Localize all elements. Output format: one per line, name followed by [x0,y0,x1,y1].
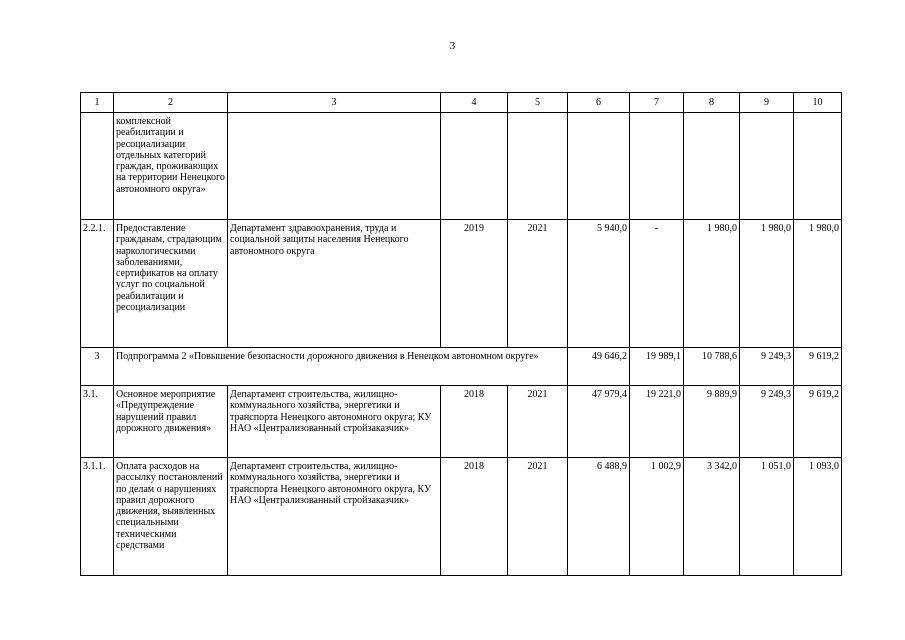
col-header-3: 3 [228,93,441,113]
executor [228,113,441,220]
total-amount: 47 979,4 [568,386,630,458]
page-number: 3 [449,40,456,52]
executor: Департамент строительства, жилищно-коммунального хозяйства, энергетики и транспорта Ненецкого автономного округа, КУ НАО «Централизованный стройзаказчик» [228,458,441,576]
measure-name: комплексной реабилитации и ресоциализации отдельных категорий граждан, проживающих на территории Ненецкого автономного округа» [114,113,228,220]
col-header-5: 5 [508,93,568,113]
total-amount: 6 488,9 [568,458,630,576]
total-amount: 49 646,2 [568,348,630,386]
amount-col-7: 19 989,1 [630,348,684,386]
table-row [81,458,842,576]
amount-col-10 [794,113,842,220]
amount-col-8: 1 980,0 [684,220,740,348]
col-header-7: 7 [630,93,684,113]
col-header-2: 2 [114,93,228,113]
end-year [508,113,568,220]
total-amount: 5 940,0 [568,220,630,348]
end-year: 2021 [508,458,568,576]
amount-col-9 [740,113,794,220]
row-number: 3 [81,348,114,386]
start-year: 2019 [441,220,508,348]
table-row [81,348,842,386]
amount-col-10: 9 619,2 [794,348,842,386]
start-year: 2018 [441,386,508,458]
amount-col-8: 3 342,0 [684,458,740,576]
col-header-9: 9 [740,93,794,113]
amount-col-7 [630,113,684,220]
program-table [80,92,842,576]
table-row [81,220,842,348]
col-header-6: 6 [568,93,630,113]
amount-col-7: 1 002,9 [630,458,684,576]
header-row [81,93,842,113]
amount-col-8 [684,113,740,220]
measure-name: Оплата расходов на рассылку постановлений по делам о нарушениях правил дорожного движения, выявленных специальными техническими средствами [114,458,228,576]
table-row [81,113,842,220]
amount-col-8: 10 788,6 [684,348,740,386]
table-row [81,386,842,458]
measure-name: Основное мероприятие «Предупреждение нарушений правил дорожного движения» [114,386,228,458]
amount-col-10: 1 093,0 [794,458,842,576]
amount-col-9: 1 051,0 [740,458,794,576]
subprogram-title: Подпрограмма 2 «Повышение безопасности дорожного движения в Ненецком автономном округе» [114,348,568,386]
amount-col-9: 1 980,0 [740,220,794,348]
row-number: 2.2.1. [81,220,114,348]
amount-col-8: 9 889,9 [684,386,740,458]
col-header-10: 10 [794,93,842,113]
end-year: 2021 [508,220,568,348]
amount-col-10: 1 980,0 [794,220,842,348]
amount-col-9: 9 249,3 [740,348,794,386]
row-number: 3.1. [81,386,114,458]
amount-col-10: 9 619,2 [794,386,842,458]
total-amount [568,113,630,220]
executor: Департамент здравоохранения, труда и социальной защиты населения Ненецкого автономного округа [228,220,441,348]
row-number: 3.1.1. [81,458,114,576]
amount-col-9: 9 249,3 [740,386,794,458]
amount-col-7: 19 221,0 [630,386,684,458]
end-year: 2021 [508,386,568,458]
col-header-1: 1 [81,93,114,113]
col-header-4: 4 [441,93,508,113]
start-year: 2018 [441,458,508,576]
executor: Департамент строительства, жилищно-коммунального хозяйства, энергетики и транспорта Ненецкого автономного округа; КУ НАО «Централизованный стройзаказчик» [228,386,441,458]
amount-col-7: - [630,220,684,348]
start-year [441,113,508,220]
measure-name: Предоставление гражданам, страдающим наркологическими заболеваниями, сертификатов на оплату услуг по социальной реабилитации и ресоциализации [114,220,228,348]
row-number [81,113,114,220]
col-header-8: 8 [684,93,740,113]
